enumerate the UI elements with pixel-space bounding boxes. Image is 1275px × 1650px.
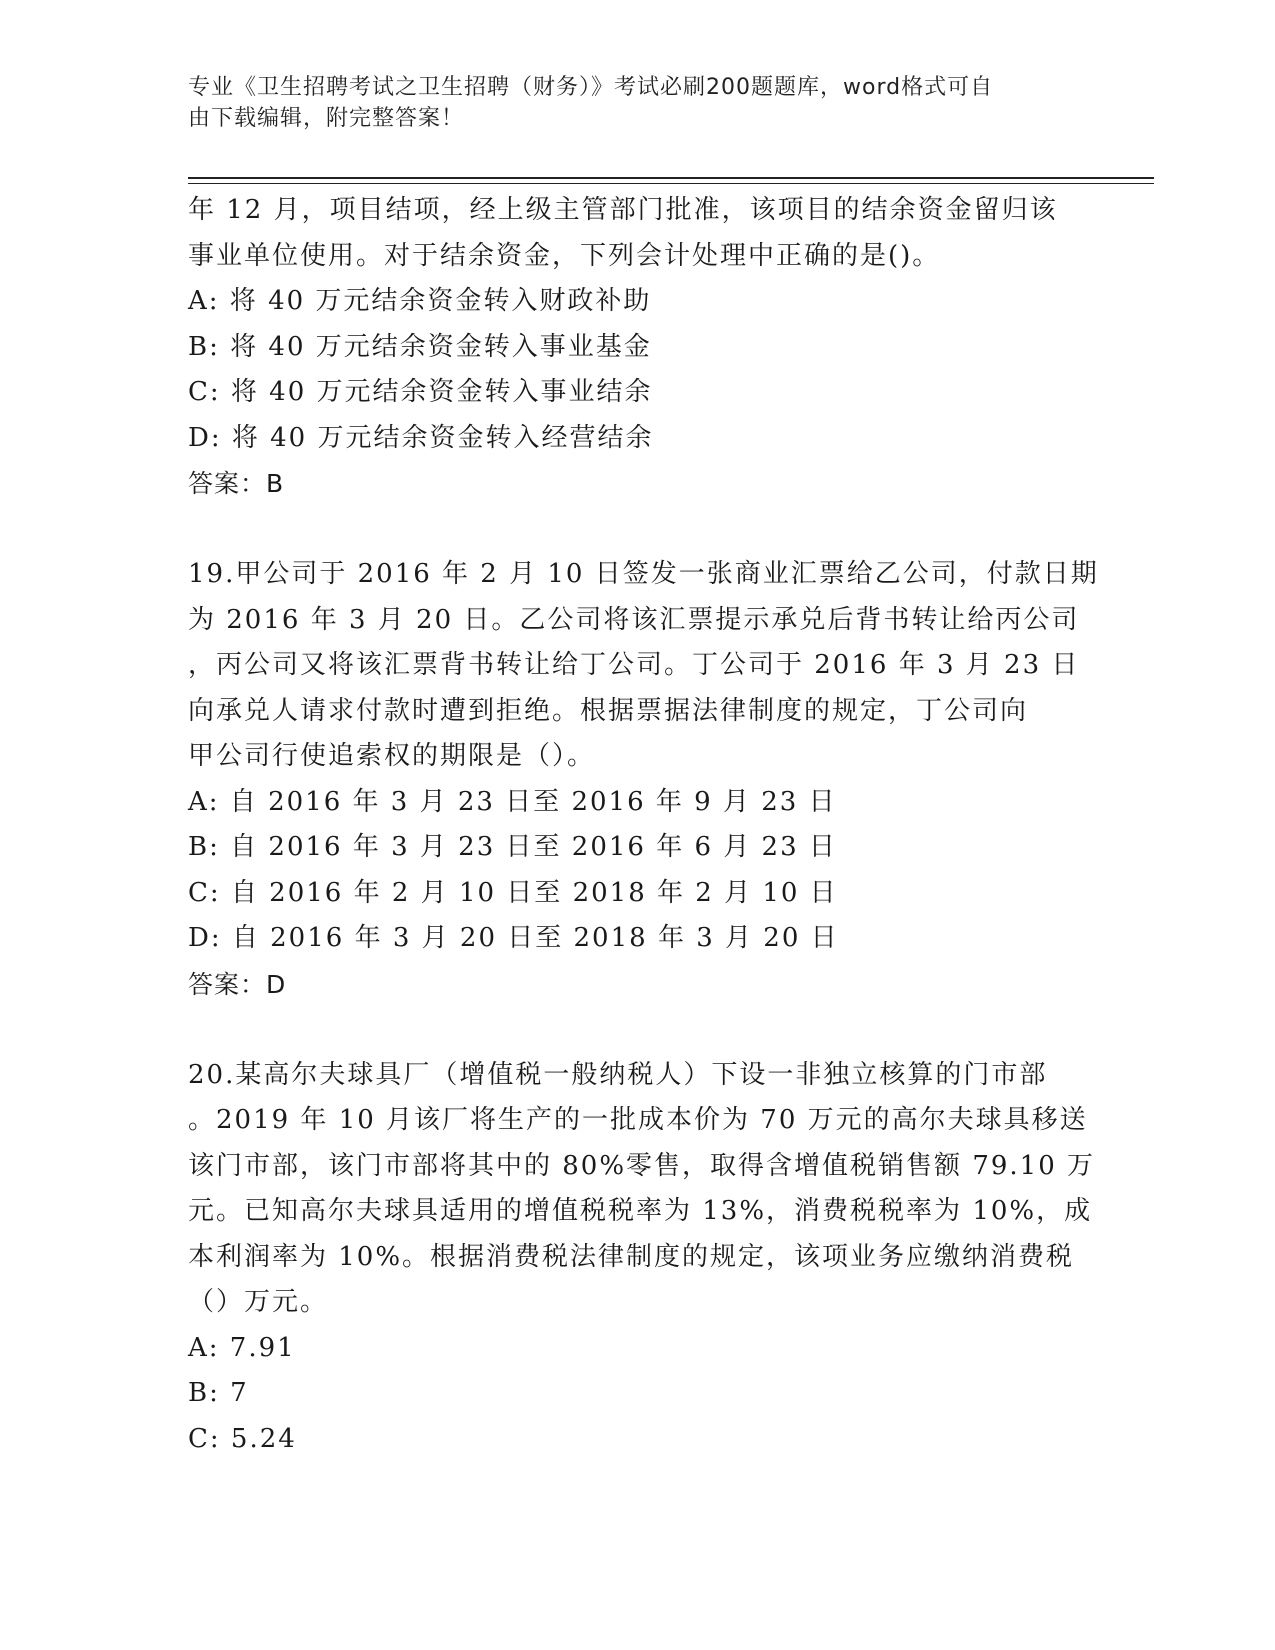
option-b: B: 自 2016 年 3 月 23 日至 2016 年 6 月 23 日 (188, 832, 837, 862)
question-stem-line: 年 12 月，项目结项，经上级主管部门批准，该项目的结余资金留归该 (188, 195, 1058, 225)
option-c: C: 自 2016 年 2 月 10 日至 2018 年 2 月 10 日 (188, 877, 838, 908)
option-a: A: 将 40 万元结余资金转入财政补助 (188, 286, 652, 316)
option-c: C: 将 40 万元结余资金转入事业结余 (188, 377, 653, 407)
question-stem-line: 向承兑人请求付款时遭到拒绝。根据票据法律制度的规定，丁公司向 (188, 695, 1029, 726)
option-b: B: 将 40 万元结余资金转入事业基金 (188, 331, 652, 362)
option-d: D: 自 2016 年 3 月 20 日至 2018 年 3 月 20 日 (188, 923, 839, 953)
question-stem-line: （）万元。 (188, 1287, 329, 1317)
question-19 (188, 552, 1099, 1007)
option-c: C: 5.24 (188, 1423, 297, 1454)
question-stem-line: 。2019 年 10 月该厂将生产的一批成本价为 70 万元的高尔夫球具移送 (188, 1105, 1088, 1135)
spacer (188, 507, 1078, 553)
question-stem-line: 元。已知高尔夫球具适用的增值税税率为 13%，消费税税率为 10%，成 (188, 1196, 1093, 1226)
question-stem-line: ，丙公司又将该汇票背书转让给丁公司。丁公司于 2016 年 3 月 23 日 (188, 650, 1080, 680)
header-rule-thin (188, 183, 1154, 184)
question-stem-line: 为 2016 年 3 月 20 日。乙公司将该汇票提示承兑后背书转让给丙公司 (188, 604, 1080, 635)
question-stem-line: 20.某高尔夫球具厂（增值税一般纳税人）下设一非独立核算的门市部 (188, 1059, 1048, 1090)
document-header (188, 72, 1078, 134)
document-body (188, 188, 1099, 1462)
question-stem-line: 事业单位使用。对于结余资金，下列会计处理中正确的是()。 (188, 240, 941, 271)
question-stem-line: 19.甲公司于 2016 年 2 月 10 日签发一张商业汇票给乙公司，付款日期 (188, 559, 1099, 589)
header-line-2: 由下载编辑，附完整答案！ (188, 106, 465, 131)
spacer (188, 1007, 1078, 1053)
option-b: B: 7 (188, 1378, 249, 1408)
header-line-1: 专业《卫生招聘考试之卫生招聘（财务）》考试必刷200题题库，word格式可自 (188, 75, 994, 100)
answer-line: 答案：D (188, 969, 287, 999)
question-stem-line: 本利润率为 10%。根据消费税法律制度的规定，该项业务应缴纳消费税 (188, 1241, 1075, 1272)
question-stem-line: 该门市部，该门市部将其中的 80%零售，取得含增值税销售额 79.10 万 (188, 1150, 1096, 1181)
question-20 (188, 1053, 1096, 1463)
option-a: A: 7.91 (188, 1332, 296, 1363)
header-rule-thick (188, 177, 1154, 179)
answer-line: 答案：B (188, 469, 285, 498)
option-d: D: 将 40 万元结余资金转入经营结余 (188, 422, 654, 453)
question-stem-line: 甲公司行使追索权的期限是（）。 (188, 741, 596, 771)
option-a: A: 自 2016 年 3 月 23 日至 2016 年 9 月 23 日 (188, 786, 837, 817)
question-18 (188, 188, 1078, 507)
